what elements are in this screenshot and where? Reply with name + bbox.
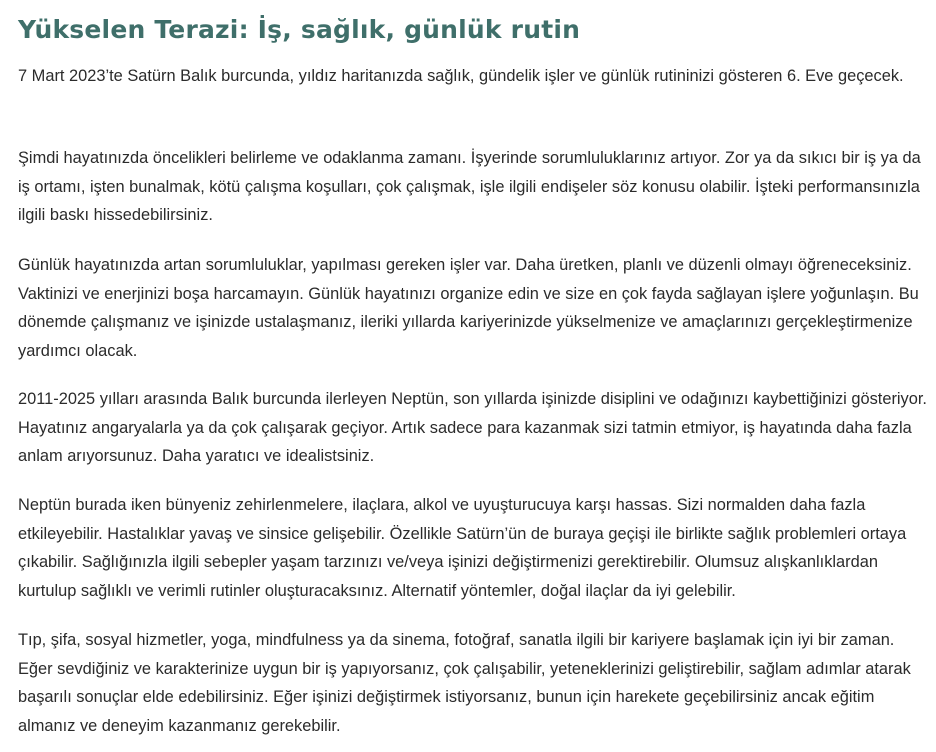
- paragraph-neptune-health: Neptün burada iken bünyeniz zehirlenmelere, ilaçlara, alkol ve uyuşturucuya karşı hassas. Sizi normalden daha fazla etkileyebilir. Hastalıklar yavaş ve sinsice gelişebilir. Özellikle Satürn’ün de buraya geçişi ile birlikte sağlık problemleri ortaya çıkabilir. Sağlığınızla ilgili sebepler yaşam tarzınızı ve/veya işinizi değiştirmenizi gerektirebilir. Olumsuz alışkanlıklardan kurtulup sağlıklı ve verimli rutinler oluşturacaksınız. Alternatif yöntemler, doğal ilaçlar da iyi gelebilir.: [18, 496, 907, 600]
- paragraph-career: Tıp, şifa, sosyal hizmetler, yoga, mindfulness ya da sinema, fotoğraf, sanatla ilgili bir kariyere başlamak için iyi bir zaman. Eğer sevdiğiniz ve karakterinize uygun bir iş yapıyorsanız, çok çalışabilir, yeteneklerinizi geliştirebilir, sağlam adımlar atarak başarılı sonuçlar elde edebilirsiniz. Eğer işinizi değiştirmek istiyorsanız, bunun için harekete geçebilirsiniz ancak eğitim almanız ve deneyim kazanmanız gerekebilir.: [18, 631, 911, 735]
- paragraph-priorities: Şimdi hayatınızda öncelikleri belirleme ve odaklanma zamanı. İşyerinde sorumluluklarınız artıyor. Zor ya da sıkıcı bir iş ya da iş ortamı, işten bunalmak, kötü çalışma koşulları, çok çalışmak, işle ilgili endişeler söz konusu olabilir. İşteki performansınızla ilgili baskı hissedebilirsiniz.: [18, 149, 921, 224]
- paragraph-daily-life: Günlük hayatınızda artan sorumluluklar, yapılması gereken işler var. Daha üretken, planlı ve düzenli olmayı öğreneceksiniz. Vaktinizi ve enerjinizi boşa harcamayın. Günlük hayatınızı organize edin ve size en çok fayda sağlayan işlere yoğunlaşın. Bu dönemde çalışmanız ve işinizde ustalaşmanız, ileriki yıllarda kariyerinizde yükselmenize ve amaçlarınızı gerçekleştirmenize yardımcı olacak.: [18, 256, 919, 360]
- paragraph-neptune-work: 2011-2025 yılları arasında Balık burcunda ilerleyen Neptün, son yıllarda işinizde disiplini ve odağınızı kaybettiğinizi gösteriyor. Hayatınız angaryalarla ya da çok çalışarak geçiyor. Artık sadece para kazanmak sizi tatmin etmiyor, iş hayatında daha fazla anlam arıyorsunuz. Daha yaratıcı ve idealistsiniz.: [18, 390, 927, 465]
- paragraph-intro: 7 Mart 2023’te Satürn Balık burcunda, yıldız haritanızda sağlık, gündelik işler ve günlük rutininizi gösteren 6. Eve geçecek.: [18, 67, 904, 85]
- article-title: Yükselen Terazi: İş, sağlık, günlük rutin: [18, 15, 581, 44]
